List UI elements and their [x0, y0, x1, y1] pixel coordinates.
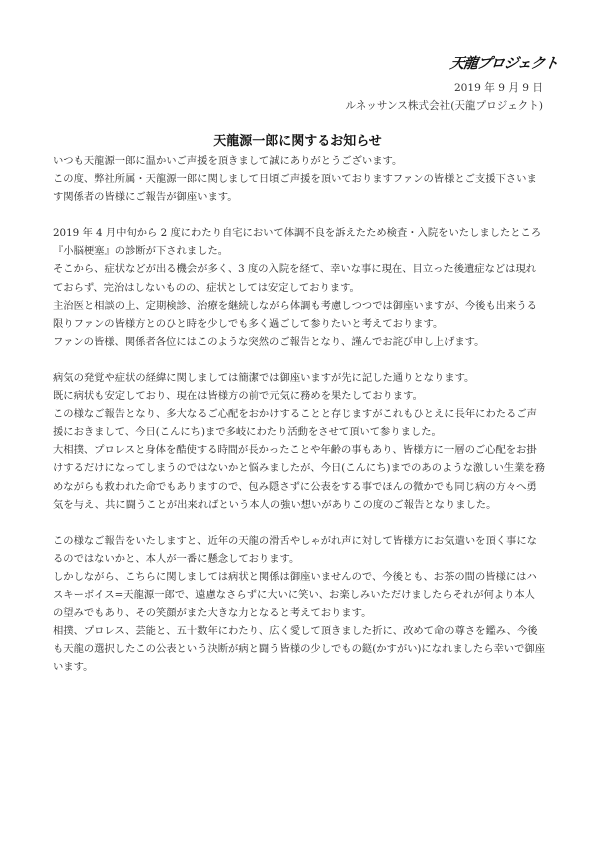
- body-line: 主治医と相談の上、定期検診、治療を継続しながら体調も考慮しつつでは御座いますが、今後も出来うる限りファンの皆様方とのひと時を少しでも多く過ごして参りたいと考えております。: [53, 299, 537, 330]
- body-line: そこから、症状などが出る機会が多く、3 度の入院を経て、幸いな事に現在、目立った後遺症などは現れておらず、完治はしないものの、症状としては安定しております。: [53, 263, 537, 294]
- issuer-company: ルネッサンス株式会社(天龍プロジェクト): [345, 100, 543, 112]
- paragraph-gap: [53, 206, 545, 224]
- paragraph-gap: [53, 351, 545, 369]
- company-logo: 天龍プロジェクト: [448, 56, 559, 72]
- body-line: 相撲、プロレス、芸能と、五十数年にわたり、広く愛して頂きました折に、改めて命の尊さを鑑み、今後も天龍の選択したこの公表という決断が病と闘う皆様の少しでもの鎹(かすがい)になれましたら幸いで御座います。: [53, 625, 545, 674]
- body-line: 病気の発覚や症状の経緯に関しましては簡潔では御座いますが先に記した通りとなります。: [53, 371, 475, 384]
- body-line: 既に病状も安定しており、現在は皆様方の前で元気に務めを果たしております。: [53, 390, 423, 403]
- document-date: 2019 年 9 月 9 日: [453, 82, 543, 94]
- document-body: [53, 152, 545, 676]
- body-line: この度、弊社所属・天龍源一郎に関しまして日頃ご声援を頂いておりますファンの皆様とご支援下さいます関係者の皆様にご報告が御座います。: [53, 173, 537, 204]
- body-line: しかしながら、こちらに関しましては病状と関係は御座いませんので、今後とも、お茶の間の皆様にはハスキーボイス=天龍源一郎で、遠慮なさらずに大いに笑い、お楽しみいただけましたらそれが何より本人の望みでもあり、その笑顔がまた大きな力となると考えております。: [53, 570, 537, 620]
- body-line: 大相撲、プロレスと身体を酷使する時間が長かったことや年齢の事もあり、皆様方に一層のご心配をお掛けするだけになってしまうのではないかと悩みましたが、今日(こんにち)までのあのような激しい生業を務めながらも救われた命でもありますので、包み隠さずに公表をする事でほんの微かでも同じ病の方々へ勇気を与え、共に闘うことが出来ればという本人の強い想いがありこの度のご報告となりました。: [53, 444, 545, 511]
- body-line: 2019 年 4 月中旬から 2 度にわたり自宅において体調不良を訴えたため検査・入院をいたしましたところ『小脳梗塞』の診断が下されました。: [53, 227, 542, 258]
- body-line: この様なご報告をいたしますと、近年の天龍の滑舌やしゃがれ声に対して皆様方にお気遣いを頂く事になるのではないかと、本人が一番に懸念しております。: [53, 534, 537, 565]
- document-title: 天龍源一郎に関するお知らせ: [213, 134, 382, 149]
- body-line: いつも天龍源一郎に温かいご声援を頂きまして誠にありがとうございます。: [53, 155, 403, 167]
- body-line: この様なご報告となり、多大なるご心配をおかけすることと存じますがこれもひとえに長年にわたるご声援におきまして、今日(こんにち)まで多岐にわたり活動をさせて頂いて参りました。: [53, 408, 537, 439]
- body-line: ファンの皆様、関係者各位にはこのような突然のご報告となり、謹んでお詫び申し上げます。: [53, 335, 485, 348]
- paragraph-gap: [53, 514, 545, 532]
